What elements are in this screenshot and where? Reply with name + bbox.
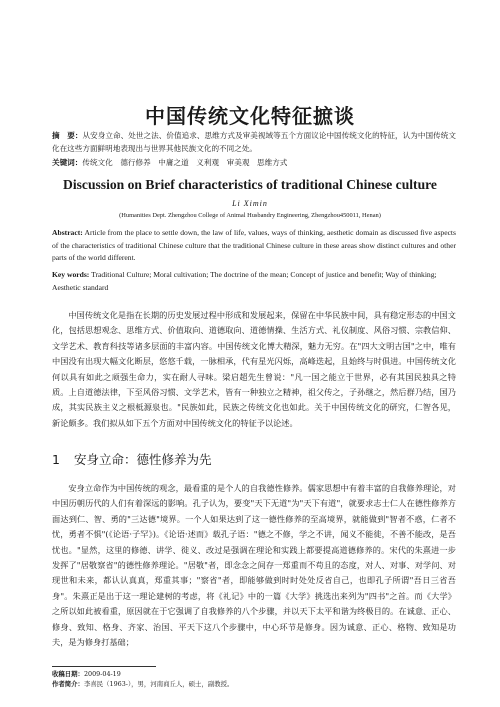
section-number: 1 (52, 452, 60, 467)
footnote-author-text: 李喜民（1963-），男，河南商丘人，硕士，副教授。 (83, 680, 234, 688)
english-affiliation: (Humanities Dept. Zhengzhou College of Animal Husbandry Engineering, Zhengzhou450011, Henan) (119, 212, 381, 219)
chinese-keywords-text: 传统文化 德行修养 中庸之道 义利观 审美观 思维方式 (82, 158, 288, 167)
english-keywords (52, 269, 456, 294)
english-abstract (52, 227, 456, 265)
footnote-divider (52, 666, 156, 667)
chinese-abstract (52, 129, 456, 155)
english-title: Discussion on Brief characteristics of traditional Chinese culture (63, 177, 437, 192)
chinese-title: 中国传统文化特征摭谈 (145, 104, 355, 128)
footnote-author (52, 679, 456, 689)
section-heading (52, 450, 212, 468)
english-author: Li Ximin (232, 199, 268, 208)
english-keywords-text: Traditional Culture; Moral cultivation; The doctrine of the mean; Concept of justice and benefit; Way of thinking; Aesthetic standard (52, 270, 437, 292)
footnote-received-label: 收稿日期： (52, 670, 84, 678)
introduction (52, 308, 456, 431)
chinese-keywords-label: 关键词： (52, 158, 83, 167)
section-title: 安身立命：德性修养为先 (74, 452, 212, 467)
chinese-abstract-text: 从安身立命、处世之法、价值追求、思维方式及审美视域等五个方面议论中国传统文化的特征，认为中国传统文化在这些方面鲜明地表现出与世界其他民族文化的不同之处。 (52, 131, 457, 153)
footnote-author-label: 作者简介： (52, 680, 84, 688)
footnote-received (52, 669, 456, 679)
chinese-keywords (52, 157, 456, 169)
english-abstract-label: Abstract: (52, 228, 83, 237)
chinese-abstract-label: 摘 要： (52, 131, 83, 140)
section-body (52, 481, 456, 661)
section-paragraph: 安身立命作为中国传统的观念，最看重的是个人的自我德性修养。儒家思想中有着丰富的自我修养理论，对中国历朝历代的人们有着深远的影响。孔子认为，要变"天下无道"为"天下有道"，就要求志士仁人在德性修养方面达到仁、智、勇的"三达德"境界。一个人如果达到了这一德性修养的至高境界，就能做到"智者不惑，仁者不忧，勇者不惧"(《论语·子罕》)。《论语·述而》载孔子语："德之不修，学之不讲，闻义不能徙，不善不能改，是吾忧也。"显然，这里的修德、讲学、徙义、改过是强调在理论和实践上都要提高道德修养的。宋代的朱熹进一步发挥了"居敬察省"的德性修养理论。"居敬"者，即念念之间存一郑重而不苟且的态度，对人、对事、对学问、对现世和未来，都认认真真，郑重其事；"察省"者，即能够做到时时处处反省自己，也即孔子所谓"吾日三省吾身"。朱熹正是出于这一理论建树的考虑，将《礼记》中的一篇《大学》挑选出来列为"四书"之首。而《大学》之所以如此被看重，原因就在于它强调了自我修养的八个步骤，并以天下太平和谐为终极目的。在诚意、正心、修身、致知、格身、齐家、治国、平天下这八个步骤中，中心环节是修身。因为诚意、正心、格物、致知是功夫，是为修身打基础； (52, 483, 456, 648)
english-abstract-text: Article from the place to settle down, the law of life, values, ways of thinking, aesthetic domain as discussed five aspects of the characteristics of traditional Chinese culture that the traditional Chinese culture in these areas show distinct cultures and other parts of the world different. (52, 228, 456, 263)
introduction-paragraph: 中国传统文化是指在长期的历史发展过程中形成和发展起来，保留在中华民族中间，具有稳定形态的中国文化，包括思想观念、思维方式、价值取向、道德取向、道德情操、生活方式、礼仪制度、风俗习惯、宗教信仰、文学艺术、教育科技等诸多层面的丰富内容。中国传统文化博大精深，魅力无穷。在"四大文明古国"之中，唯有中国没有出现大幅文化断层，悠悠千载，一脉相承，代有星光闪烁，高峰迭起，且始终与时俱进。中国传统文化何以具有如此之顽强生命力，实在耐人寻味。梁启超先生曾说："凡一国之能立于世界，必有其国民独具之特质。上自道德法律，下至风俗习惯、文学艺术，皆有一种独立之精神，祖父传之，子孙继之，然后群乃结，国乃成，其实民族主义之根柢源泉也。"民族如此，民族之传统文化也如此。关于中国传统文化的研究，仁智各见，新论颇多。我们拟从如下五个方面对中国传统文化的特征予以论述。 (52, 310, 456, 428)
footnote-received-date: 2009-04-19 (83, 670, 121, 678)
english-keywords-label: Key words: (52, 270, 90, 279)
